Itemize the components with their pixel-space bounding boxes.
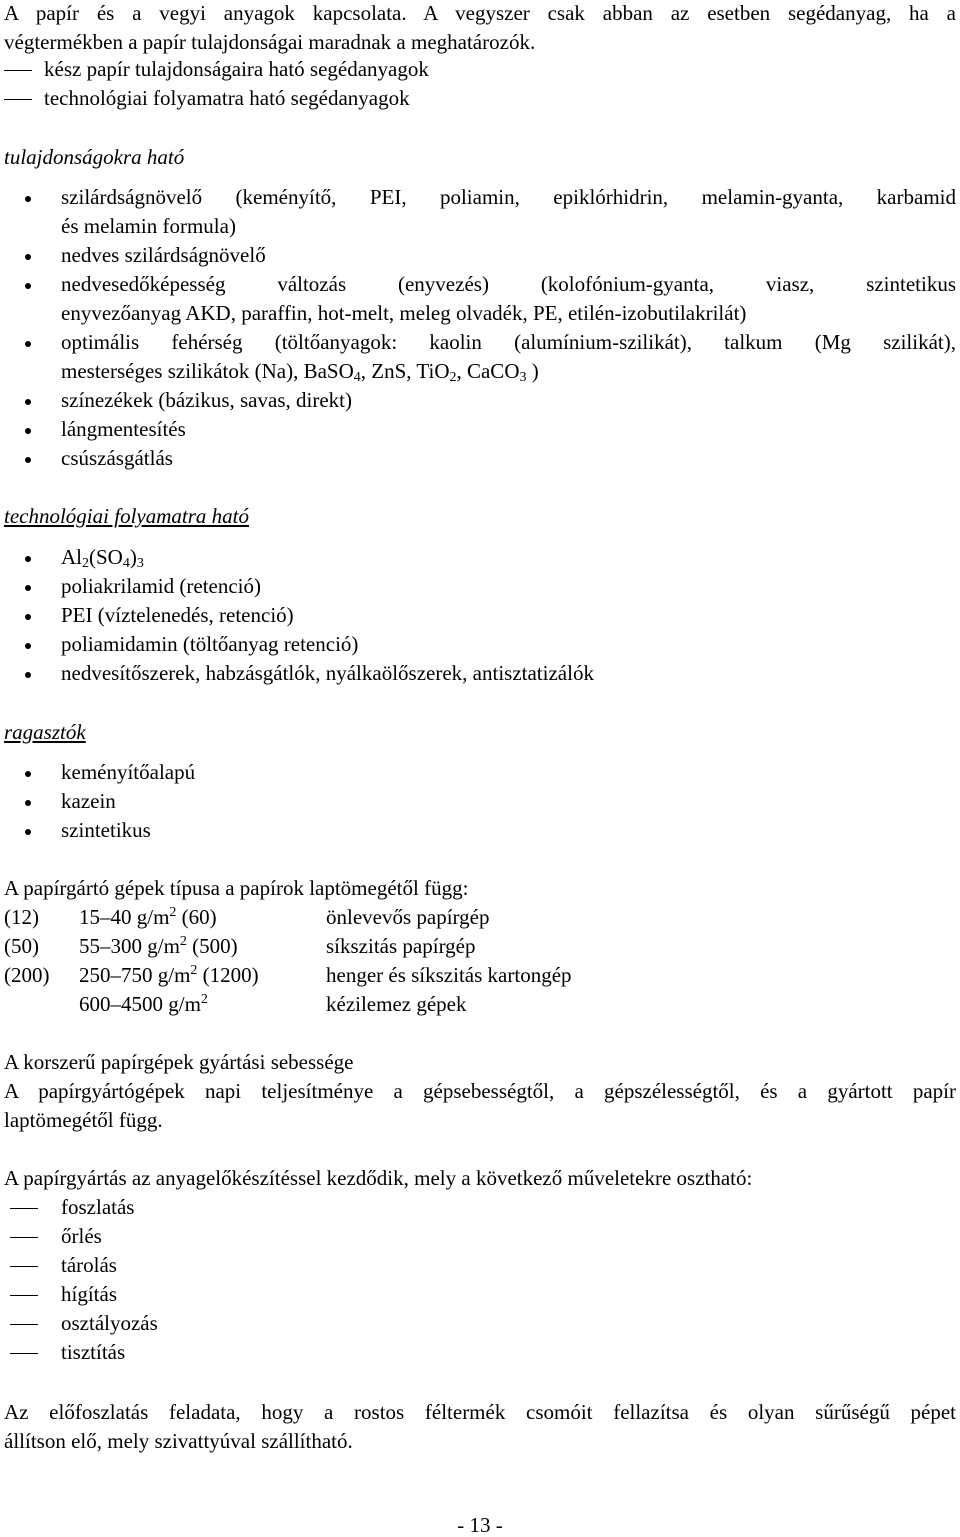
- machines-intro: A papírgártó gépek típusa a papírok laptömegétől függ:: [4, 876, 469, 900]
- bullet: [25, 829, 31, 835]
- machine-type: síkszitás papírgép: [326, 934, 476, 958]
- list-item: kazein: [61, 789, 116, 813]
- dash-marker: [10, 1237, 38, 1238]
- process-step: hígítás: [61, 1282, 117, 1306]
- bullet: [25, 428, 31, 434]
- intro-line-1: A papír és a vegyi anyagok kapcsolata. A vegyszer csak abban az esetben segédanyag, ha a: [4, 1, 956, 25]
- list-item: PEI (víztelenedés, retenció): [61, 603, 294, 627]
- list-item: nedves szilárdságnövelő: [61, 243, 266, 267]
- machine-range: 250–750 $g/m^2$ (1200): [79, 963, 259, 987]
- machine-type: önlevevős papírgép: [326, 905, 490, 929]
- dash-marker: [10, 1208, 38, 1209]
- bullet: [25, 771, 31, 777]
- bullet: [25, 585, 31, 591]
- list-item: nedvesedőképesség változás (enyvezés) (kolofónium-gyanta, viasz, szintetikus: [61, 272, 956, 296]
- dash-marker: [4, 70, 32, 71]
- section-heading-adhesives: ragasztók: [4, 720, 86, 744]
- bullet: [25, 457, 31, 463]
- machine-code: (200): [4, 963, 50, 987]
- list-item: lángmentesítés: [61, 417, 186, 441]
- machine-type: henger és síkszitás kartongép: [326, 963, 572, 987]
- process-step: tisztítás: [61, 1340, 126, 1364]
- section-heading-technology: technológiai folyamatra ható: [4, 504, 249, 528]
- bullet: [25, 643, 31, 649]
- machine-range: 55–300 $g/m^2$ (500): [79, 934, 238, 958]
- bullet: [25, 283, 31, 289]
- speed-line-1: A korszerű papírgépek gyártási sebessége: [4, 1050, 354, 1074]
- bullet: [25, 614, 31, 620]
- list-item: poliakrilamid (retenció): [61, 574, 262, 598]
- machine-type: kézilemez gépek: [326, 992, 467, 1016]
- bullet: [25, 341, 31, 347]
- list-item: szilárdságnövelő (keményítő, PEI, poliamin, epiklórhidrin, melamin-gyanta, karbamid: [61, 185, 956, 209]
- bullet: [25, 399, 31, 405]
- dash-marker: [10, 1353, 38, 1354]
- dash-item: technológiai folyamatra ható segédanyagok: [44, 86, 410, 110]
- list-item: szintetikus: [61, 818, 151, 842]
- list-item: optimális fehérség (töltőanyagok: kaolin (alumínium-szilikát), talkum (Mg szilikát),: [61, 330, 956, 354]
- process-step: osztályozás: [61, 1311, 158, 1335]
- bullet: [25, 254, 31, 260]
- bullet: [25, 672, 31, 678]
- machine-code: (50): [4, 934, 39, 958]
- section-heading-properties: tulajdonságokra ható: [4, 145, 185, 169]
- intro-line-2: végtermékben a papír tulajdonságai maradnak a meghatározók.: [4, 30, 536, 54]
- list-item-formula: $Al_2(SO_4)_3$: [61, 545, 144, 571]
- list-item-cont: enyvezőanyag AKD, paraffin, hot-melt, meleg olvadék, PE, etilén-izobutilakrilát): [61, 301, 747, 325]
- bullet: [25, 196, 31, 202]
- bullet: [25, 556, 31, 562]
- final-line-1: Az előfoszlatás feladata, hogy a rostos féltermék csomóit fellazítsa és olyan sűrűségű pépet: [4, 1400, 956, 1424]
- list-item-cont: és melamin formula): [61, 214, 236, 238]
- dash-marker: [10, 1266, 38, 1267]
- list-item: színezékek (bázikus, savas, direkt): [61, 388, 352, 412]
- process-intro: A papírgyártás az anyagelőkészítéssel kezdődik, mely a következő műveletekre osztható:: [4, 1166, 753, 1190]
- dash-marker: [4, 99, 32, 100]
- speed-line-3: laptömegétől függ.: [4, 1108, 163, 1132]
- page-number: - 13 -: [457, 1513, 503, 1537]
- final-line-2: állítson elő, mely szivattyúval szállítható.: [4, 1429, 353, 1453]
- list-item: csúszásgátlás: [61, 446, 173, 470]
- machine-code: (12): [4, 905, 39, 929]
- machine-range: 600–4500 $g/m^2$: [79, 992, 208, 1016]
- dash-marker: [10, 1324, 38, 1325]
- process-step: tárolás: [61, 1253, 117, 1277]
- process-step: őrlés: [61, 1224, 102, 1248]
- bullet: [25, 800, 31, 806]
- speed-line-2: A papírgyártógépek napi teljesítménye a gépsebességtől, a gépszélességtől, és a gyártott papír: [4, 1079, 956, 1103]
- list-item: keményítőalapú: [61, 760, 196, 784]
- process-step: foszlatás: [61, 1195, 135, 1219]
- list-item-formula: mesterséges szilikátok (Na), BaSO$_4$, ZnS, TiO$_2$, CaCO$_3$ ): [61, 359, 539, 385]
- dash-item: kész papír tulajdonságaira ható segédanyagok: [44, 57, 429, 81]
- dash-marker: [10, 1295, 38, 1296]
- list-item: poliamidamin (töltőanyag retenció): [61, 632, 359, 656]
- list-item: nedvesítőszerek, habzásgátlók, nyálkaölőszerek, antisztatizálók: [61, 661, 594, 685]
- machine-range: 15–40 $g/m^2$ (60): [79, 905, 217, 929]
